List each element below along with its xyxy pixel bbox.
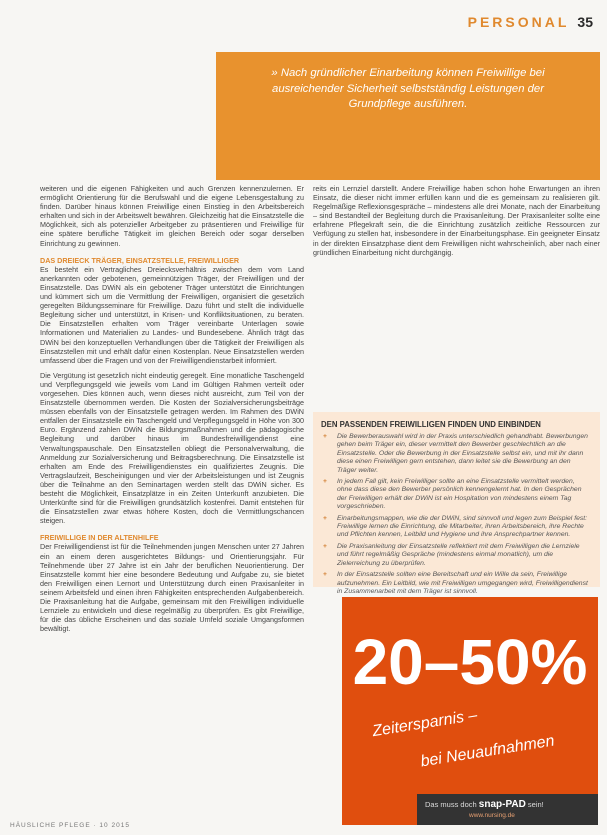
- list-item-text: In der Einsatzstelle sollten eine Bereitschaft und ein Wille da sein, Freiwillige aufzunehmen. Ein Leitbild, wie mit Freiwilligen umgegangen wird, Freiwilligendienst in Zusammenarbeit mit dem Träger ist sinnvoll.: [337, 571, 588, 595]
- right-column: [313, 184, 600, 257]
- ad-tagline-2: bei Neuaufnahmen: [419, 732, 556, 771]
- info-box-title: DEN PASSENDEN FREIWILLIGEN FINDEN UND EINBINDEN: [321, 420, 541, 429]
- list-item-text: Die Praxisanleitung der Einsatzstelle reflektiert mit dem Freiwilligen die Lernziele und führt regelmäßig Gespräche (mindestens einmal monatlich), um die Zielerreichung zu überprüfen.: [337, 542, 580, 567]
- pull-quote-text: » Nach gründlicher Einarbeitung können Freiwillige bei ausreichender Sicherheit selbstständig Leistungen der Grundpflege ausführen.: [271, 67, 545, 110]
- list-item-text: Die Bewerberauswahl wird in der Praxis unterschiedlich gehandhabt. Bewerbungen gehen beim Träger ein, dieser vermittelt den Bewerber geschlechtlich an die Einsatzstelle. Oder die Bewerbung in der Einsatzstelle selbst ein, und mit ihr dann diese einen Freiwilligen gern entstehen, dann leitet sie die Bewerbung an den Träger weiter.: [337, 433, 588, 474]
- info-box: [313, 412, 600, 595]
- body-paragraph: reits ein Lernziel darstellt. Andere Freiwillige haben schon hohe Erwartungen an ihren Einsatz, die dieser nicht immer erfüllen kann und die es gemeinsam zu realisieren gilt. Regelmäßige Reflexionsgespräche – mindestens alle drei Monate, nach der Einarbeitung – sind Bestandteil der Begleitung durch die Praxisanleitung. Der Praxisanleiter sollte eine erfahrene Pflegekraft sein, die die Einrichtung zusätzlich zeitliche Ressourcen zur Verfügung zu stellen hat, insbesondere in der Einarbeitungsphase. Ein geeigneter Einsatz in der direkten Einsatzphase dient dem Freiwilligen nicht wahrscheinlich, aber nach einer gründlichen Einarbeitung nicht durchgängig.: [313, 184, 600, 257]
- info-box-list: [313, 433, 600, 596]
- plus-icon: +: [323, 542, 327, 550]
- list-item-text: Einarbeitungsmappen, wie die der DWiN, sind sinnvoll und legen zum Beispiel fest: Freiwillige lernen die Einrichtung, die Mitarbeiter, ihren Arbeitsbereich, ihre Rechte und Pflichten kennen, Leitbild und Hygiene und ihre Ansprechpartner kennen.: [337, 514, 588, 539]
- ad-cta-text: [425, 799, 544, 810]
- page-footer: HÄUSLICHE PFLEGE · 10 2015: [10, 822, 130, 829]
- section-heading: DAS DREIECK TRÄGER, EINSATZSTELLE, FREIWILLIGER: [40, 255, 240, 265]
- left-column: [40, 184, 304, 633]
- plus-icon: +: [323, 433, 327, 440]
- list-item: [323, 571, 590, 596]
- list-item: [323, 515, 590, 540]
- list-item-text: In jedem Fall gilt, kein Freiwilliger sollte an eine Einsatzstelle vermittelt werden, ohne dass diese den Bewerber persönlich kennengelernt hat. In den Gesprächen der Freiwilligen erhält der DWiN ist ein Hospitation von mindestens einem Tag vorgeschrieben.: [337, 478, 582, 511]
- ad-cta-suffix: sein!: [527, 800, 544, 809]
- page-number: 35: [577, 14, 593, 30]
- pull-quote-box: [216, 52, 600, 180]
- ad-cta-bar: [417, 794, 598, 825]
- section-label: PERSONAL: [467, 14, 570, 30]
- advertisement[interactable]: [342, 597, 598, 825]
- list-item: [323, 433, 590, 475]
- section-heading: FREIWILLIGE IN DER ALTENHILFE: [40, 533, 159, 543]
- ad-brand: snap-PAD: [478, 799, 526, 810]
- page-header: [468, 14, 593, 30]
- body-paragraph: Die Vergütung ist gesetzlich nicht eindeutig geregelt. Eine monatliche Taschengeld und Verpflegungsgeld wie jeweils vom Land im Gültigen Rahmen verteilt oder vorgesehen. Dies können auch, wenn dieses nicht ausreicht, zum Teil von der Einsatzstelle übernommen werden. Die Kosten der Sozialversicherungsbeiträge müssen ebenfalls von der Einsatzstelle getragen werden. Im Rahmen des DWiN entfallen der Einsatzstelle ein Taschengeld und Verpflegungsgeld in Höhe von 300 Euro. Ergänzend zahlen DWiN die Bildungsmaßnahmen und die pädagogische Begleitung und darüber hinaus im Bundesfreiwilligendienst eine Verwaltungspauschale. Den Einsatzstellen obliegt die Personalverwaltung, die Anmeldung zur Sozialversicherung und Beitragsberechnung. Die Einsatzstelle ist erhalten am Ende des Freiwilligendienstes ein qualifiziertes Zeugnis. Die Vertragslaufzeit, Bescheinigungen und vier der Arbeitsleistungen und ist Zeugnis über die Teilnahme an den Seminartagen werden stellt das DWiN sicher. Es besteht die Möglichkeit, Einsatzplätze in ein Zeiten Unterkunft anzubieten. Die Unterkünfte sind für die Freiwilligen grundsätzlich kostenfrei. Damit entstehen für die Einsatzstellen zwar etwas höhere Kosten, doch die Vermittlungschancen steigen.: [40, 370, 304, 526]
- body-paragraph: Es besteht ein Vertragliches Dreiecksverhältnis zwischen dem vom Land anerkannten oder gebotenen, gemeinnützigen Träger, der Freiwilligen und der Einsatzstelle. Das DWiN als ein gebotener Träger unterstützt die Einrichtungen und kümmert sich um die Vermittlung der Freiwilligen, organisiert die gesetzlich geregelten Bildungsseminare für Freiwillige. Dazu führt und stellt die individuelle Begleitung sicher und unterstützt, in Krisen- und Konfliktsituationen, zu beraten. Die Einsatzstellen erhalten vom Träger vereinbarte Unterlagen sowie Informationen und Materialien zu Landes- und Bundesebene. Ähnlich trägt das DWiN bei den konzeptuellen Verhandlungen über die Tätigkeit der Freiwilligen als Einsatzstellen mit und erhält dafür einen Kostenplan. Neue Einsatzstellen werden umfassend über die Fragen und von der Freiwilligendienstarbeit informiert.: [40, 264, 304, 365]
- ad-discount: 20–50%: [352, 626, 588, 698]
- body-paragraph: weiteren und die eigenen Fähigkeiten und auch Grenzen kennenzulernen. Er ermöglicht Orientierung für die Berufswahl und die eigene Lebensgestaltung zu finden. Darüber hinaus können Freiwillige einen Einstieg in den Arbeitsbereich erhalten und sich in der Arbeitswelt bewähren. Gleichzeitig hat die Einsatzstelle die Möglichkeit, sich als potenzieller Arbeitgeber zu präsentieren und Freiwillige für eine spätere berufliche Tätigkeit im gleichen Bereich oder sogar derselben Einrichtung zu gewinnen.: [40, 184, 304, 248]
- ad-cta-prefix: Das muss doch: [425, 800, 477, 809]
- list-item: [323, 543, 590, 568]
- plus-icon: +: [323, 514, 327, 522]
- ad-tagline-1: Zeitersparnis –: [371, 706, 479, 741]
- list-item: [323, 478, 590, 512]
- plus-icon: +: [323, 571, 327, 579]
- ad-url[interactable]: www.nursing.de: [469, 812, 515, 819]
- body-paragraph: Der Freiwilligendienst ist für die Teilnehmenden jungen Menschen unter 27 Jahren ein an einem deren ausgerichtetes Bildungs- und Orientierungsjahr. Für Teilnehmende über 27 Jahre ist ein Jahr der beruflichen Neuorientierung. Der Einsatzstelle kommt hier eine besondere Bedeutung und Aufgabe zu, sie bietet den Freiwilligen einen Lernort und Unterstützung durch einen Praxisanleiter in seinem Arbeitsfeld und einen ihren Fähigkeiten entsprechenden Aufgabenbereich. Die Praxisanleitung hat die Aufgabe, gemeinsam mit den Freiwilligen individuelle Lernziele zu entwickeln und diese regelmäßig zu überprüfen. Es gibt Freiwillige, für die das übliche Erscheinen und das soziale Umfeld soziale Umgangsformen bewältigt.: [40, 542, 304, 634]
- plus-icon: +: [323, 478, 327, 486]
